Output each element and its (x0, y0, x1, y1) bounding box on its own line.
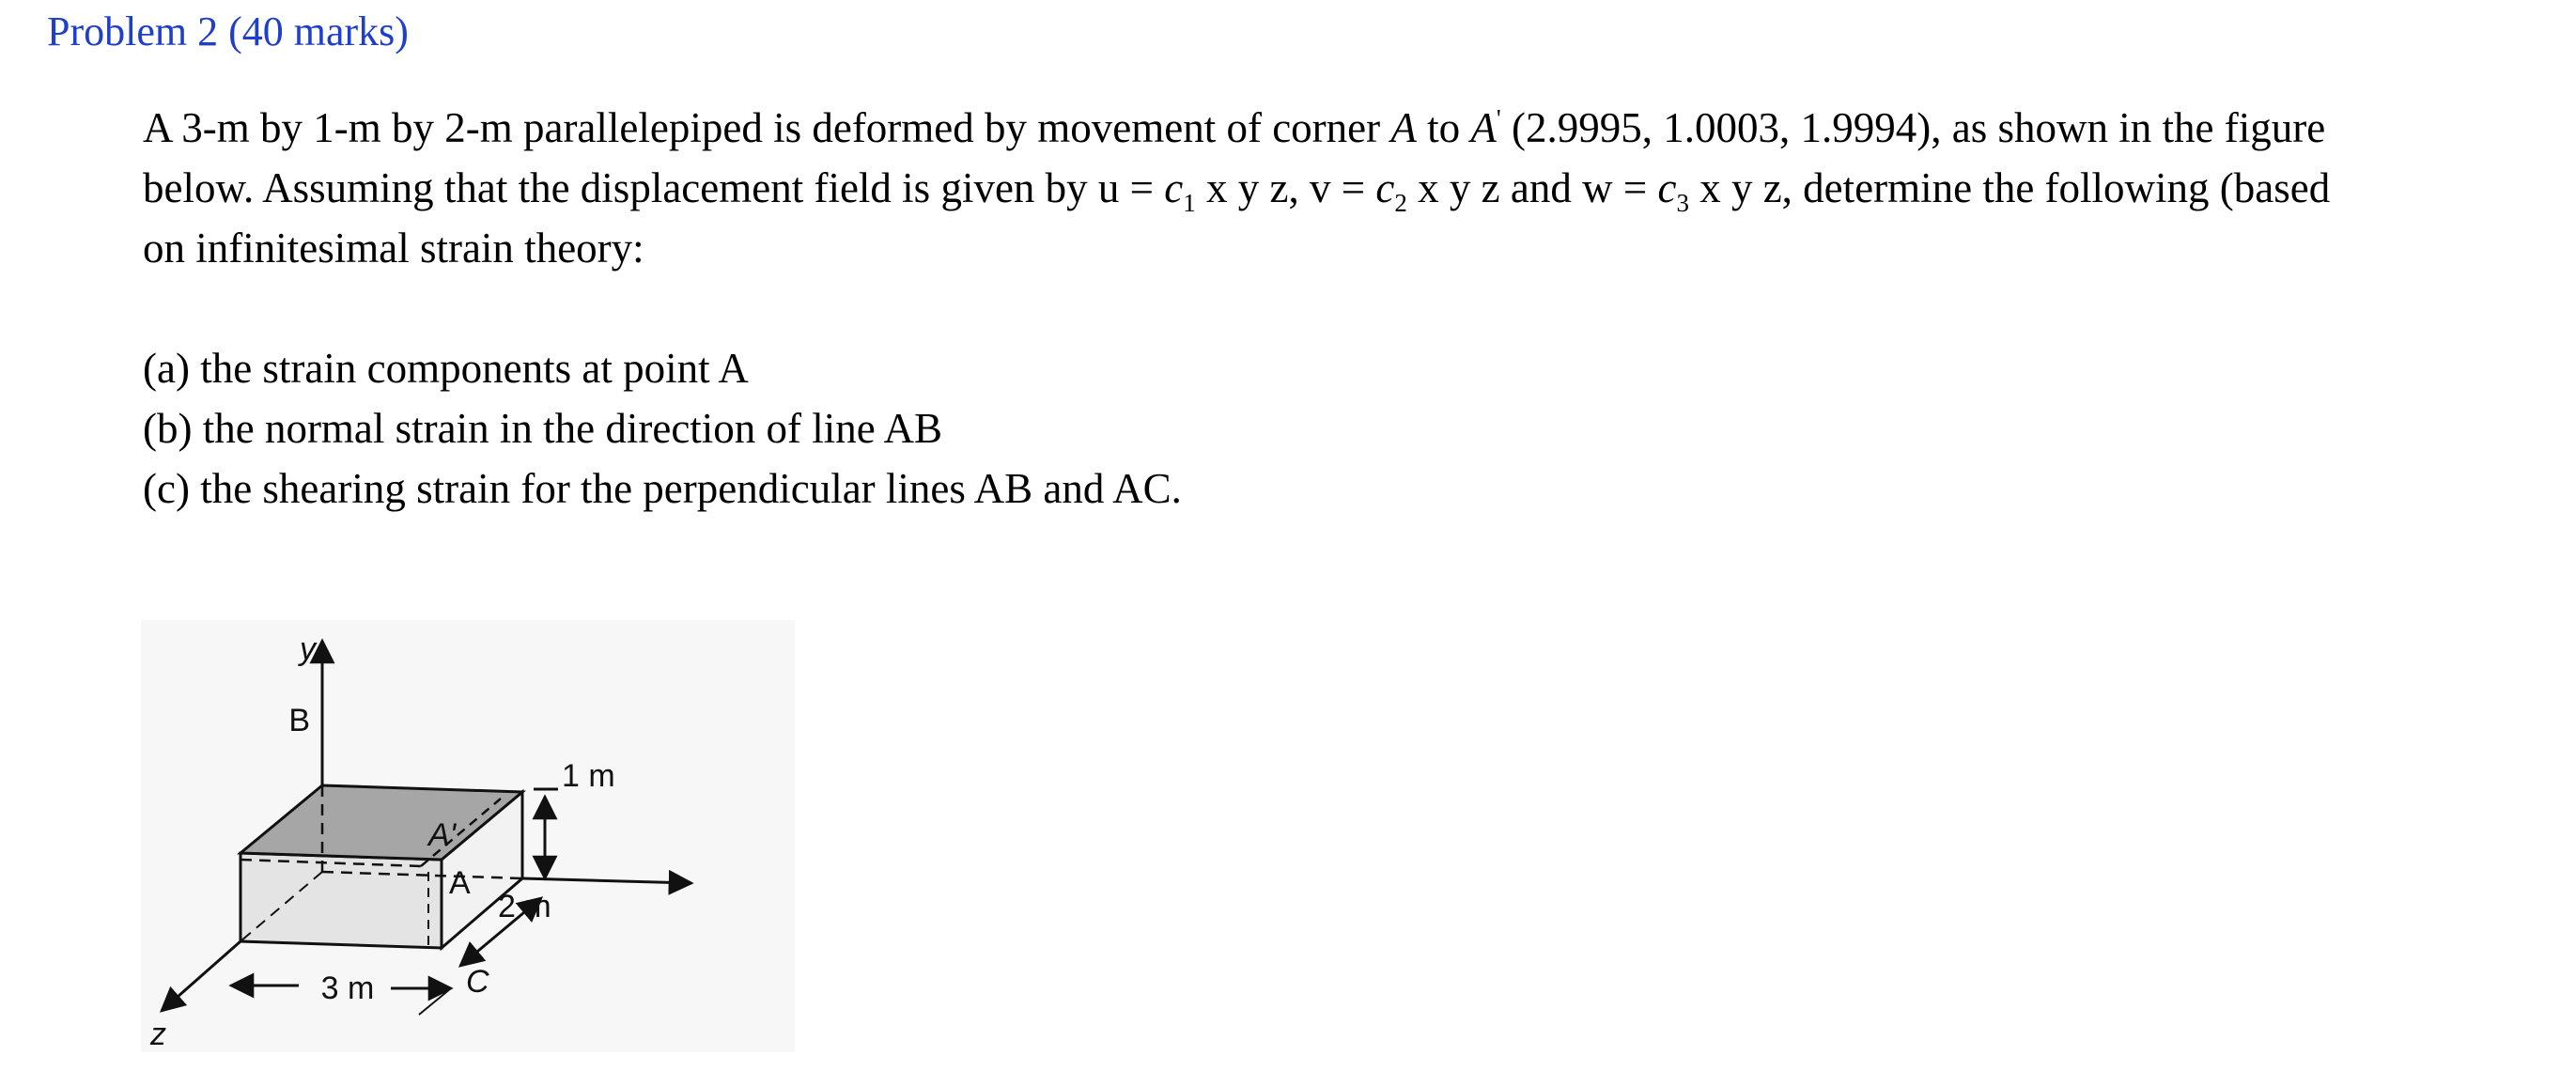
width-dim-extension (419, 988, 451, 1015)
corner-a-symbol: A (1390, 104, 1417, 151)
width-dimension-label: 3 m (320, 970, 375, 1006)
z-axis-label: z (150, 1017, 166, 1052)
constant-c3: c (1657, 164, 1677, 211)
label-b: B (288, 703, 310, 738)
prime-mark: ' (1496, 104, 1501, 132)
label-a-prime: A' (428, 817, 457, 853)
constant-c2-subscript: 2 (1394, 189, 1407, 217)
front-face (241, 853, 442, 948)
statement-text: A 3-m by 1-m by 2-m parallelepiped is deformed by movement of corner (143, 104, 1391, 151)
problem-heading: Problem 2 (40 marks) (47, 8, 409, 54)
constant-c3-subscript: 3 (1676, 189, 1689, 217)
constant-c1: c (1164, 164, 1184, 211)
statement-text: below. Assuming that the displacement field is given by u = (143, 164, 1165, 211)
y-axis-label: y (300, 631, 316, 667)
x-direction-arrow (522, 878, 691, 883)
constant-c1-subscript: 1 (1183, 189, 1196, 217)
statement-line-1 (143, 98, 2548, 158)
question-a: (a) the strain components at point A (143, 345, 749, 392)
statement-text: x y z, determine the following (based (1688, 164, 2331, 211)
statement-text: x y z, v = (1195, 164, 1376, 211)
label-c: C (466, 964, 489, 1000)
parallelepiped-diagram (141, 620, 795, 1052)
question-list (143, 338, 1182, 519)
statement-text: (2.9995, 1.0003, 1.9994), as shown in the figure (1500, 104, 2326, 151)
statement-line-3: on infinitesimal strain theory: (143, 225, 644, 272)
parallelepiped-figure (141, 620, 795, 1052)
label-a: A (449, 865, 471, 901)
constant-c2: c (1375, 164, 1395, 211)
question-c: (c) the shearing strain for the perpendicular lines AB and AC. (143, 465, 1182, 512)
problem-statement (143, 98, 2548, 278)
statement-text: x y z and w = (1406, 164, 1658, 211)
depth-dimension-label: 2 m (498, 889, 551, 924)
statement-text: to (1416, 104, 1471, 151)
question-b: (b) the normal strain in the direction of line AB (143, 405, 943, 452)
height-dimension-label: 1 m (562, 758, 615, 794)
z-axis-arrow (162, 941, 241, 1011)
statement-line-2 (143, 158, 2548, 218)
corner-a-prime-symbol: A (1470, 104, 1497, 151)
